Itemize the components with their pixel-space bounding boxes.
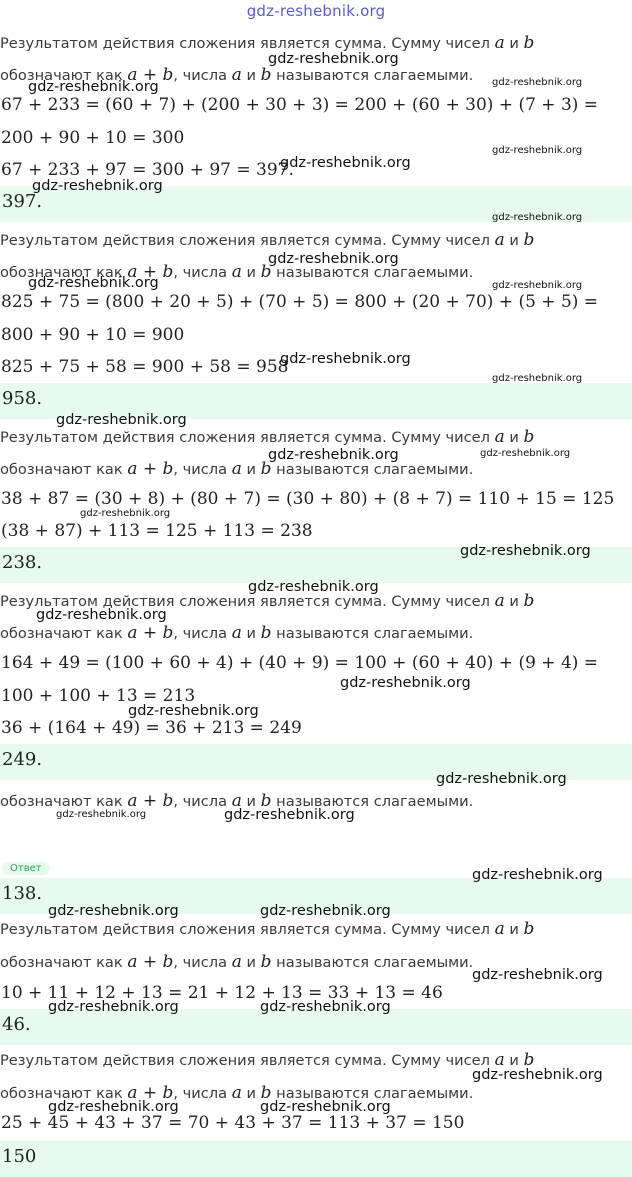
rule-line-2: обозначают как a + b, числа a и b называются слагаемыми. — [0, 791, 474, 811]
watermark: gdz-reshebnik.org — [268, 251, 399, 267]
watermark: gdz-reshebnik.org — [480, 448, 571, 459]
watermark: gdz-reshebnik.org — [472, 1067, 603, 1083]
rule-line-1: Результатом действия сложения является сумма. Сумму чисел a и b — [0, 919, 535, 939]
answer-value: 138. — [2, 883, 43, 904]
solution-line: 36 + (164 + 49) = 36 + 213 = 249 — [1, 718, 302, 738]
rule-line-1: Результатом действия сложения является сумма. Сумму чисел a и b — [0, 427, 535, 447]
rule-line-2: обозначают как a + b, числа a и b называются слагаемыми. — [0, 623, 474, 643]
rule-line-2: обозначают как a + b, числа a и b называются слагаемыми. — [0, 262, 474, 282]
watermark: gdz-reshebnik.org — [492, 373, 583, 384]
answer-value: 150 — [2, 1146, 37, 1167]
watermark: gdz-reshebnik.org — [280, 351, 411, 367]
watermark: gdz-reshebnik.org — [48, 1099, 179, 1115]
solution-line: 164 + 49 = (100 + 60 + 4) + (40 + 9) = 100 + (60 + 40) + (9 + 4) = — [1, 653, 599, 673]
rule-line-2: обозначают как a + b, числа a и b называются слагаемыми. — [0, 65, 474, 85]
rule-line-1: Результатом действия сложения является сумма. Сумму чисел a и b — [0, 1050, 535, 1070]
rule-line-1: Результатом действия сложения является сумма. Сумму чисел a и b — [0, 33, 535, 53]
watermark: gdz-reshebnik.org — [268, 51, 399, 67]
answer-value: 46. — [2, 1014, 31, 1035]
solution-line: 825 + 75 + 58 = 900 + 58 = 958 — [1, 357, 289, 377]
watermark: gdz-reshebnik.org — [248, 579, 379, 595]
rule-line-1: Результатом действия сложения является сумма. Сумму чисел a и b — [0, 591, 535, 611]
watermark: gdz-reshebnik.org — [492, 145, 583, 156]
solution-line: 800 + 90 + 10 = 900 — [1, 325, 185, 345]
watermark: gdz-reshebnik.org — [80, 508, 171, 519]
watermark: gdz-reshebnik.org — [492, 77, 583, 88]
watermark: gdz-reshebnik.org — [56, 809, 147, 820]
watermark: gdz-reshebnik.org — [56, 412, 187, 428]
answer-value: 958. — [2, 388, 43, 409]
solution-line: (38 + 87) + 113 = 125 + 113 = 238 — [1, 521, 313, 541]
answer-label-badge: Ответ — [2, 862, 50, 875]
solution-line: 10 + 11 + 12 + 13 = 21 + 12 + 13 = 33 + 13 = 46 — [1, 983, 443, 1003]
watermark: gdz-reshebnik.org — [260, 903, 391, 919]
rule-line-2: обозначают как a + b, числа a и b называются слагаемыми. — [0, 952, 474, 972]
watermark: gdz-reshebnik.org — [48, 999, 179, 1015]
rule-line-2: обозначают как a + b, числа a и b называются слагаемыми. — [0, 1083, 474, 1103]
answer-value: 238. — [2, 552, 43, 573]
solution-line: 25 + 45 + 43 + 37 = 70 + 43 + 37 = 113 + 37 = 150 — [1, 1113, 465, 1133]
watermark: gdz-reshebnik.org — [128, 703, 259, 719]
solution-line: 100 + 100 + 13 = 213 — [1, 686, 196, 706]
solution-line: 38 + 87 = (30 + 8) + (80 + 7) = (30 + 80) + (8 + 7) = 110 + 15 = 125 — [1, 489, 615, 509]
watermark: gdz-reshebnik.org — [28, 275, 159, 291]
watermark: gdz-reshebnik.org — [280, 155, 411, 171]
watermark: gdz-reshebnik.org — [28, 79, 159, 95]
watermark: gdz-reshebnik.org — [436, 771, 567, 787]
watermark: gdz-reshebnik.org — [492, 212, 583, 223]
watermark: gdz-reshebnik.org — [460, 543, 591, 559]
site-header-link[interactable]: gdz-reshebnik.org — [246, 2, 386, 20]
watermark: gdz-reshebnik.org — [268, 447, 399, 463]
watermark: gdz-reshebnik.org — [32, 178, 163, 194]
watermark: gdz-reshebnik.org — [260, 999, 391, 1015]
answer-value: 397. — [2, 191, 43, 212]
answer-value: 249. — [2, 749, 43, 770]
rule-line-1: Результатом действия сложения является сумма. Сумму чисел a и b — [0, 230, 535, 250]
watermark: gdz-reshebnik.org — [492, 280, 583, 291]
watermark: gdz-reshebnik.org — [224, 807, 355, 823]
solution-line: 200 + 90 + 10 = 300 — [1, 128, 185, 148]
watermark: gdz-reshebnik.org — [472, 867, 603, 883]
solution-line: 67 + 233 + 97 = 300 + 97 = 397. — [1, 160, 294, 180]
answer-bar — [0, 1141, 632, 1177]
watermark: gdz-reshebnik.org — [48, 903, 179, 919]
watermark: gdz-reshebnik.org — [472, 967, 603, 983]
solution-line: 825 + 75 = (800 + 20 + 5) + (70 + 5) = 800 + (20 + 70) + (5 + 5) = — [1, 292, 599, 312]
watermark: gdz-reshebnik.org — [260, 1099, 391, 1115]
watermark: gdz-reshebnik.org — [340, 675, 471, 691]
watermark: gdz-reshebnik.org — [36, 607, 167, 623]
rule-line-2: обозначают как a + b, числа a и b называются слагаемыми. — [0, 459, 474, 479]
solution-line: 67 + 233 = (60 + 7) + (200 + 30 + 3) = 200 + (60 + 30) + (7 + 3) = — [1, 95, 599, 115]
